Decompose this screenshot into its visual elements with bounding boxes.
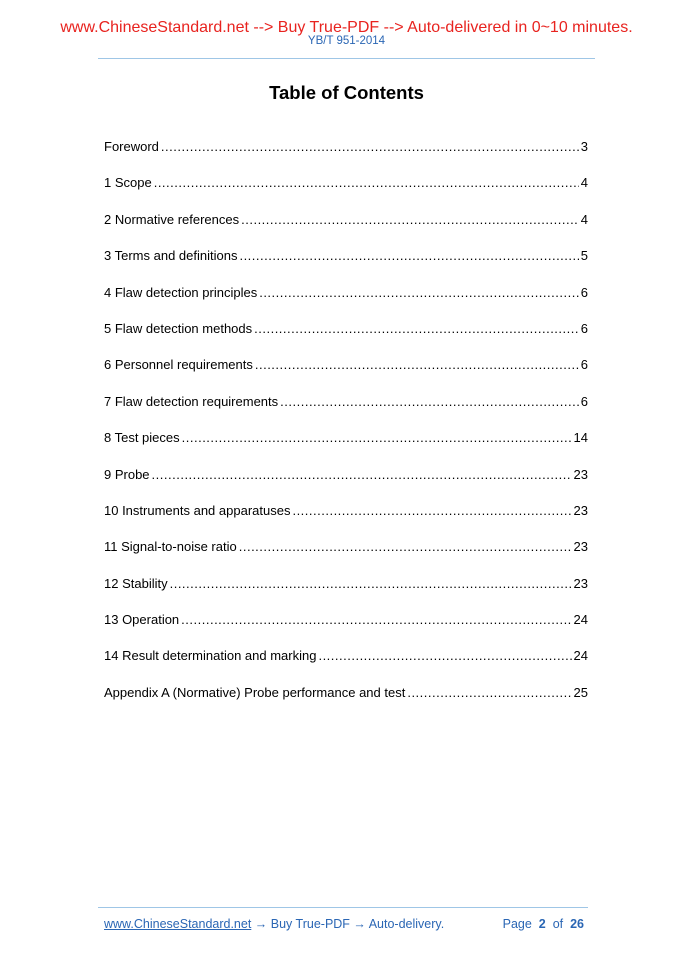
toc-entry-label: 9 Probe — [104, 466, 150, 482]
toc-dot-leader — [239, 247, 578, 265]
toc-entry-page: 6 — [580, 393, 588, 409]
toc-entry-page: 23 — [573, 575, 588, 591]
page-current: 2 — [538, 917, 546, 931]
footer-promo — [104, 916, 444, 932]
toc-dot-leader — [259, 284, 579, 302]
toc-entry-personnel-requirements[interactable] — [104, 356, 588, 392]
page-total: 26 — [570, 917, 584, 931]
toc-entry-page: 14 — [573, 430, 588, 446]
toc-entry-operation[interactable] — [104, 611, 588, 647]
toc-entry-label: Appendix A (Normative) Probe performance and test — [104, 684, 406, 700]
toc-entry-probe[interactable] — [104, 466, 588, 502]
toc-entry-label: 10 Instruments and apparatuses — [104, 502, 291, 518]
toc-entry-label: 13 Operation — [104, 612, 180, 628]
toc-entry-page: 24 — [573, 612, 588, 628]
toc-dot-leader — [152, 466, 572, 484]
toc-entry-terms-and-definitions[interactable] — [104, 247, 588, 283]
toc-dot-leader — [292, 502, 571, 520]
page-number — [503, 916, 584, 932]
toc-entry-normative-references[interactable] — [104, 211, 588, 247]
toc-entry-result-determination-and-marking[interactable] — [104, 647, 588, 683]
footer-promo-text: → Buy True-PDF → Auto-delivery. — [251, 917, 445, 931]
toc-entry-page: 25 — [573, 684, 588, 700]
page-word: Page — [502, 917, 532, 931]
toc-dot-leader — [280, 393, 579, 411]
toc-dot-leader — [241, 211, 579, 229]
toc-dot-leader — [161, 138, 579, 156]
page-of: of — [552, 917, 564, 931]
document-code: YB/T 951-2014 — [307, 35, 386, 47]
toc-dot-leader — [239, 538, 572, 556]
toc-entry-label: 3 Terms and definitions — [104, 248, 238, 264]
toc-dot-leader — [254, 320, 579, 338]
toc-entry-page: 4 — [580, 175, 588, 191]
toc-entry-page: 6 — [580, 284, 588, 300]
toc-dot-leader — [318, 647, 571, 665]
toc-entry-test-pieces[interactable] — [104, 429, 588, 465]
toc-entry-page: 23 — [573, 502, 588, 518]
toc-entry-page: 6 — [580, 320, 588, 336]
footer-site-link[interactable]: www.ChineseStandard.net — [104, 917, 252, 931]
toc-list — [104, 138, 588, 720]
toc-entry-page: 4 — [580, 211, 588, 227]
toc-entry-appendix-a[interactable] — [104, 684, 588, 720]
toc-entry-label: 12 Stability — [104, 575, 168, 591]
toc-entry-label: 2 Normative references — [104, 211, 240, 227]
toc-entry-page: 24 — [573, 648, 588, 664]
toc-dot-leader — [255, 356, 579, 374]
header-divider — [98, 58, 595, 59]
toc-entry-foreword[interactable] — [104, 138, 588, 174]
toc-entry-label: Foreword — [104, 139, 159, 154]
toc-dot-leader — [407, 684, 571, 702]
toc-entry-stability[interactable] — [104, 575, 588, 611]
toc-entry-label: 4 Flaw detection principles — [104, 284, 258, 300]
page-title: Table of Contents — [269, 82, 424, 103]
toc-dot-leader — [181, 611, 571, 629]
footer-divider — [98, 907, 588, 908]
toc-entry-signal-to-noise-ratio[interactable] — [104, 538, 588, 574]
toc-entry-label: 14 Result determination and marking — [104, 648, 317, 664]
toc-entry-page: 23 — [573, 466, 588, 482]
toc-entry-page: 6 — [580, 357, 588, 373]
page-footer — [104, 916, 584, 932]
toc-entry-label: 1 Scope — [104, 175, 152, 191]
toc-entry-label: 8 Test pieces — [104, 430, 180, 446]
toc-entry-flaw-detection-requirements[interactable] — [104, 393, 588, 429]
top-banner[interactable]: www.ChineseStandard.net --> Buy True-PDF --> Auto-delivered in 0~10 minutes. — [60, 19, 633, 36]
toc-entry-flaw-detection-principles[interactable] — [104, 284, 588, 320]
toc-entry-page: 23 — [573, 539, 588, 555]
toc-entry-flaw-detection-methods[interactable] — [104, 320, 588, 356]
toc-dot-leader — [154, 174, 579, 192]
toc-entry-label: 5 Flaw detection methods — [104, 320, 253, 336]
toc-entry-scope[interactable] — [104, 174, 588, 210]
toc-dot-leader — [182, 429, 572, 447]
toc-entry-instruments-and-apparatuses[interactable] — [104, 502, 588, 538]
toc-entry-page: 3 — [580, 139, 588, 154]
toc-dot-leader — [170, 575, 572, 593]
toc-entry-page: 5 — [580, 248, 588, 264]
toc-entry-label: 6 Personnel requirements — [104, 357, 253, 373]
toc-entry-label: 7 Flaw detection requirements — [104, 393, 279, 409]
toc-entry-label: 11 Signal-to-noise ratio — [104, 539, 237, 555]
